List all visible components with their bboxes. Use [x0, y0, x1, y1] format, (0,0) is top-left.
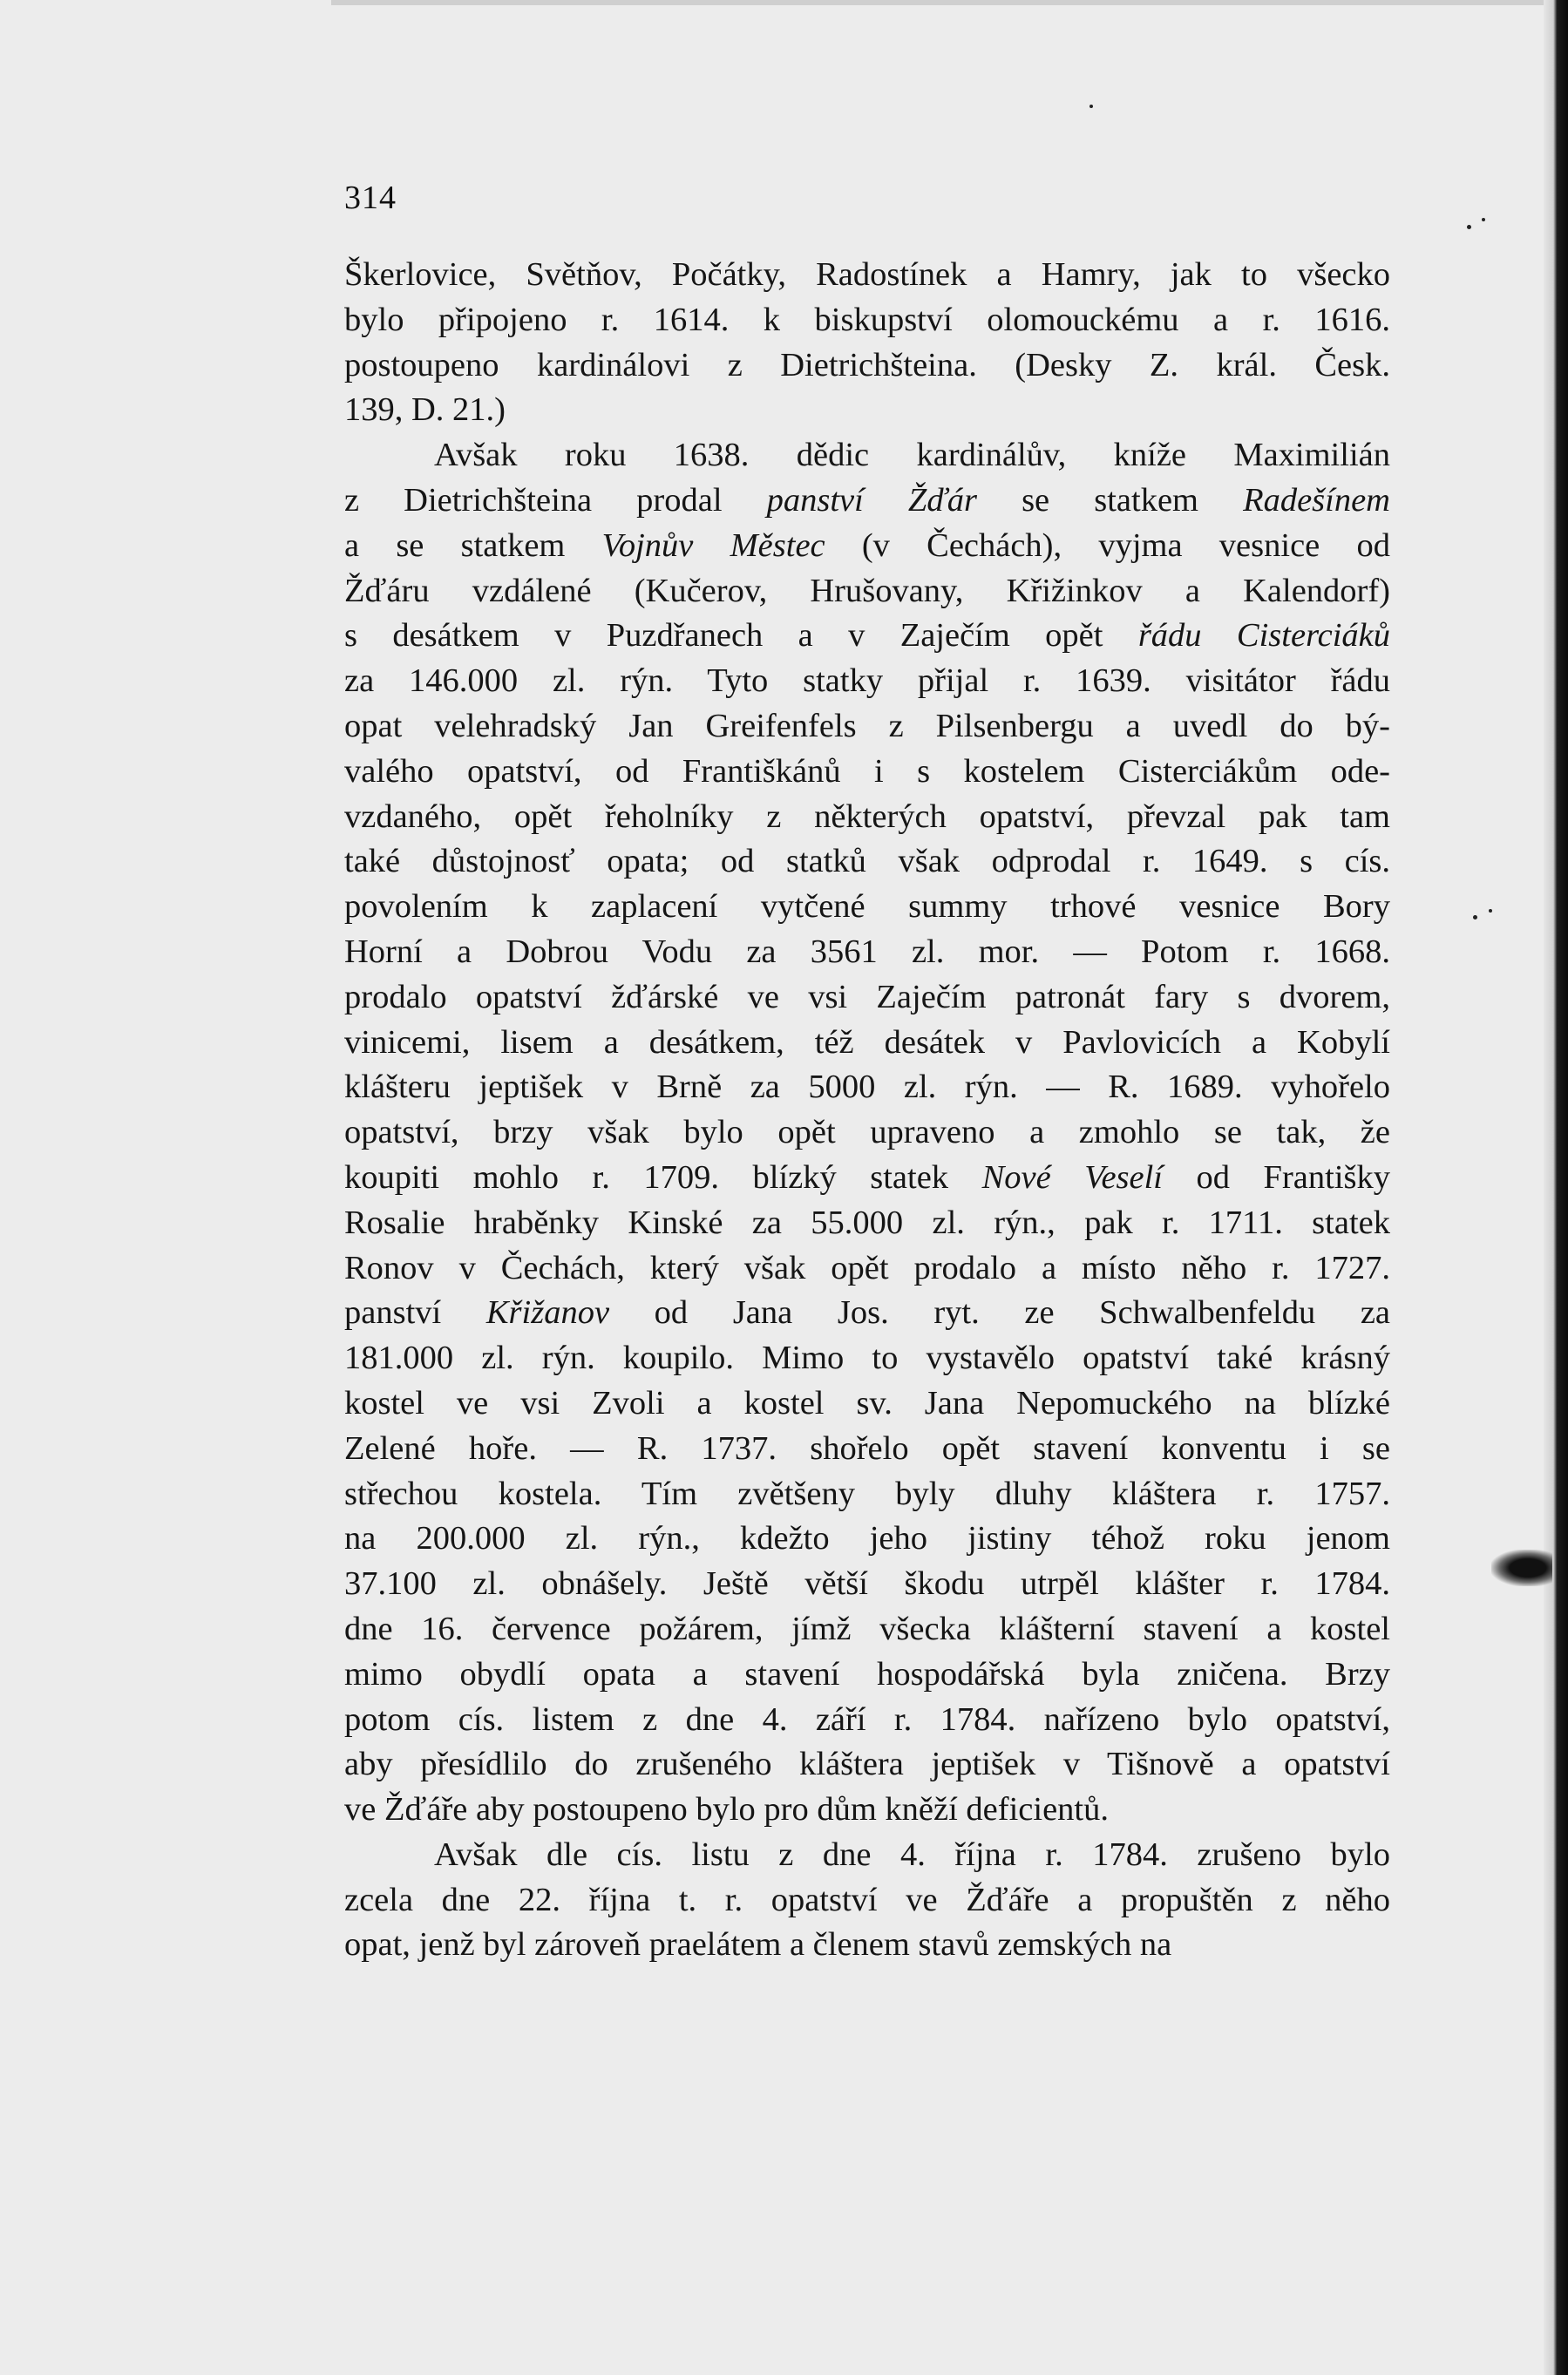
text-segment: také důstojnosť opata; od statků však odprodal r. 1649. s cís.	[344, 843, 1390, 880]
text-line	[344, 1788, 1390, 1833]
text-line	[344, 1246, 1390, 1292]
text-line	[344, 298, 1390, 343]
text-line	[344, 569, 1390, 614]
text-segment: panství	[344, 1294, 486, 1332]
text-line	[344, 1427, 1390, 1472]
text-segment: 139, D. 21.)	[344, 391, 506, 429]
text-segment: ve Žďáře aby postoupeno bylo pro dům kněží deficientů.	[344, 1791, 1109, 1829]
text-segment: valého opatství, od Františkánů i s kostelem Cisterciákům ode-	[344, 752, 1390, 790]
text-segment: zcela dne 22. října t. r. opatství ve Žďáře a propuštěn z něho	[344, 1881, 1390, 1918]
text-segment: od Františky	[1163, 1158, 1390, 1196]
text-segment: kostel ve vsi Zvoli a kostel sv. Jana Nepomuckého na blízké	[344, 1384, 1390, 1422]
text-line	[344, 1517, 1390, 1562]
ink-speck	[1489, 909, 1492, 913]
text-line	[344, 1110, 1390, 1156]
text-line	[344, 885, 1390, 930]
ink-speck	[1482, 218, 1485, 221]
text-line	[344, 343, 1390, 389]
text-segment: 37.100 zl. obnášely. Ještě větší škodu utrpěl klášter r. 1784.	[344, 1565, 1390, 1603]
text-line	[344, 1742, 1390, 1788]
italic-text: Nové Veselí	[981, 1158, 1164, 1196]
text-line	[344, 388, 1390, 433]
text-segment: Žďáru vzdálené (Kučerov, Hrušovany, Křižinkov a Kalendorf)	[344, 572, 1390, 609]
text-segment: postoupeno kardinálovi z Dietrichšteina. (Desky Z. král. Česk.	[344, 346, 1390, 383]
text-line	[344, 1878, 1390, 1924]
text-segment: prodalo opatství žďárské ve vsi Zaječím patronát fary s dvorem,	[344, 978, 1390, 1015]
text-line	[344, 1065, 1390, 1110]
italic-text: Křižanov	[485, 1294, 610, 1332]
text-segment: mimo obydlí opata a stavení hospodářská byla zničena. Brzy	[344, 1655, 1390, 1693]
text-segment: se statkem	[977, 481, 1244, 519]
text-segment: Horní a Dobrou Vodu za 3561 zl. mor. — Potom r. 1668.	[344, 933, 1390, 970]
text-segment: od Jana Jos. ryt. ze Schwalbenfeldu za	[609, 1294, 1391, 1332]
text-segment: aby přesídlilo do zrušeného kláštera jeptišek v Tišnově a opatství	[344, 1746, 1390, 1783]
text-segment: Ronov v Čechách, který však opět prodalo a místo něho r. 1727.	[344, 1249, 1390, 1286]
text-line	[344, 930, 1390, 975]
text-segment: potom cís. listem z dne 4. září r. 1784. nařízeno bylo opatství,	[344, 1700, 1390, 1738]
text-segment: Avšak roku 1638. dědic kardinálův, kníže Maximilián	[434, 437, 1390, 474]
text-segment: Rosalie hraběnky Kinské za 55.000 zl. rýn., pak r. 1711. statek	[344, 1204, 1390, 1241]
text-line	[344, 975, 1390, 1021]
page-top-edge	[331, 0, 1551, 5]
text-segment: za 146.000 zl. rýn. Tyto statky přijal r. 1639. visitátor řádu	[344, 662, 1390, 700]
text-line	[344, 1201, 1390, 1246]
text-segment: Avšak dle cís. listu z dne 4. října r. 1784. zrušeno bylo	[434, 1836, 1390, 1873]
body-text	[344, 253, 1390, 1968]
text-segment: Škerlovice, Světňov, Počátky, Radostínek a Hamry, jak to všecko	[344, 256, 1390, 293]
ink-speck	[1473, 915, 1477, 919]
text-line	[344, 1698, 1390, 1743]
text-line	[344, 839, 1390, 885]
text-segment: a se statkem	[344, 526, 602, 564]
text-segment: opat velehradský Jan Greifenfels z Pilsenbergu a uvedl do bý-	[344, 707, 1390, 744]
text-line	[344, 253, 1390, 298]
text-line	[344, 1156, 1390, 1201]
italic-text: panství Žďár	[766, 481, 977, 519]
text-segment: klášteru jeptišek v Brně za 5000 zl. rýn. — R. 1689. vyhořelo	[344, 1069, 1390, 1106]
text-line	[344, 1652, 1390, 1698]
text-line	[344, 1381, 1390, 1427]
text-segment: s desátkem v Puzdřanech a v Zaječím opět	[344, 617, 1138, 655]
text-line	[344, 1833, 1390, 1878]
ink-blot	[1491, 1550, 1552, 1586]
text-line	[344, 1336, 1390, 1381]
text-segment: koupiti mohlo r. 1709. blízký statek	[344, 1158, 982, 1196]
text-line	[344, 1472, 1390, 1517]
italic-text: Radešínem	[1243, 481, 1390, 519]
text-line	[344, 1562, 1390, 1607]
text-line	[344, 704, 1390, 750]
text-line	[344, 659, 1390, 704]
text-segment: (v Čechách), vyjma vesnice od	[825, 526, 1390, 564]
text-segment: bylo připojeno r. 1614. k biskupství olomouckému a r. 1616.	[344, 301, 1390, 338]
text-segment: střechou kostela. Tím zvětšeny byly dluhy kláštera r. 1757.	[344, 1475, 1390, 1512]
italic-text: řádu Cisterciáků	[1137, 617, 1390, 655]
text-line	[344, 750, 1390, 795]
text-segment: z Dietrichšteina prodal	[344, 481, 767, 519]
text-segment: vzdaného, opět řeholníky z některých opatství, převzal pak tam	[344, 797, 1390, 835]
text-segment: opat, jenž byl zároveň praelátem a členem stavů zemských na	[344, 1926, 1172, 1964]
italic-text: Vojnův Městec	[601, 526, 825, 564]
page-number: 314	[344, 180, 397, 216]
text-line	[344, 1021, 1390, 1066]
text-segment: 181.000 zl. rýn. koupilo. Mimo to vystavělo opatství také krásný	[344, 1340, 1390, 1377]
text-line	[344, 1607, 1390, 1652]
text-line	[344, 1923, 1390, 1968]
text-line	[344, 795, 1390, 840]
text-segment: povolením k zaplacení vytčené summy trhové vesnice Bory	[344, 888, 1390, 926]
text-line	[344, 1291, 1390, 1336]
text-segment: na 200.000 zl. rýn., kdežto jeho jistiny téhož roku jenom	[344, 1520, 1390, 1557]
text-line	[344, 433, 1390, 478]
text-segment: dne 16. července požárem, jímž všecka klášterní stavení a kostel	[344, 1610, 1390, 1647]
page-binding-edge	[1544, 0, 1568, 2375]
ink-speck	[1467, 225, 1471, 229]
ink-speck	[1089, 105, 1093, 108]
text-line	[344, 524, 1390, 569]
text-segment: Zelené hoře. — R. 1737. shořelo opět stavení konventu i se	[344, 1429, 1390, 1467]
text-segment: vinicemi, lisem a desátkem, též desátek v Pavlovicích a Kobylí	[344, 1023, 1390, 1061]
text-segment: opatství, brzy však bylo opět upraveno a zmohlo se tak, že	[344, 1114, 1390, 1151]
text-line	[344, 614, 1390, 659]
text-line	[344, 478, 1390, 524]
